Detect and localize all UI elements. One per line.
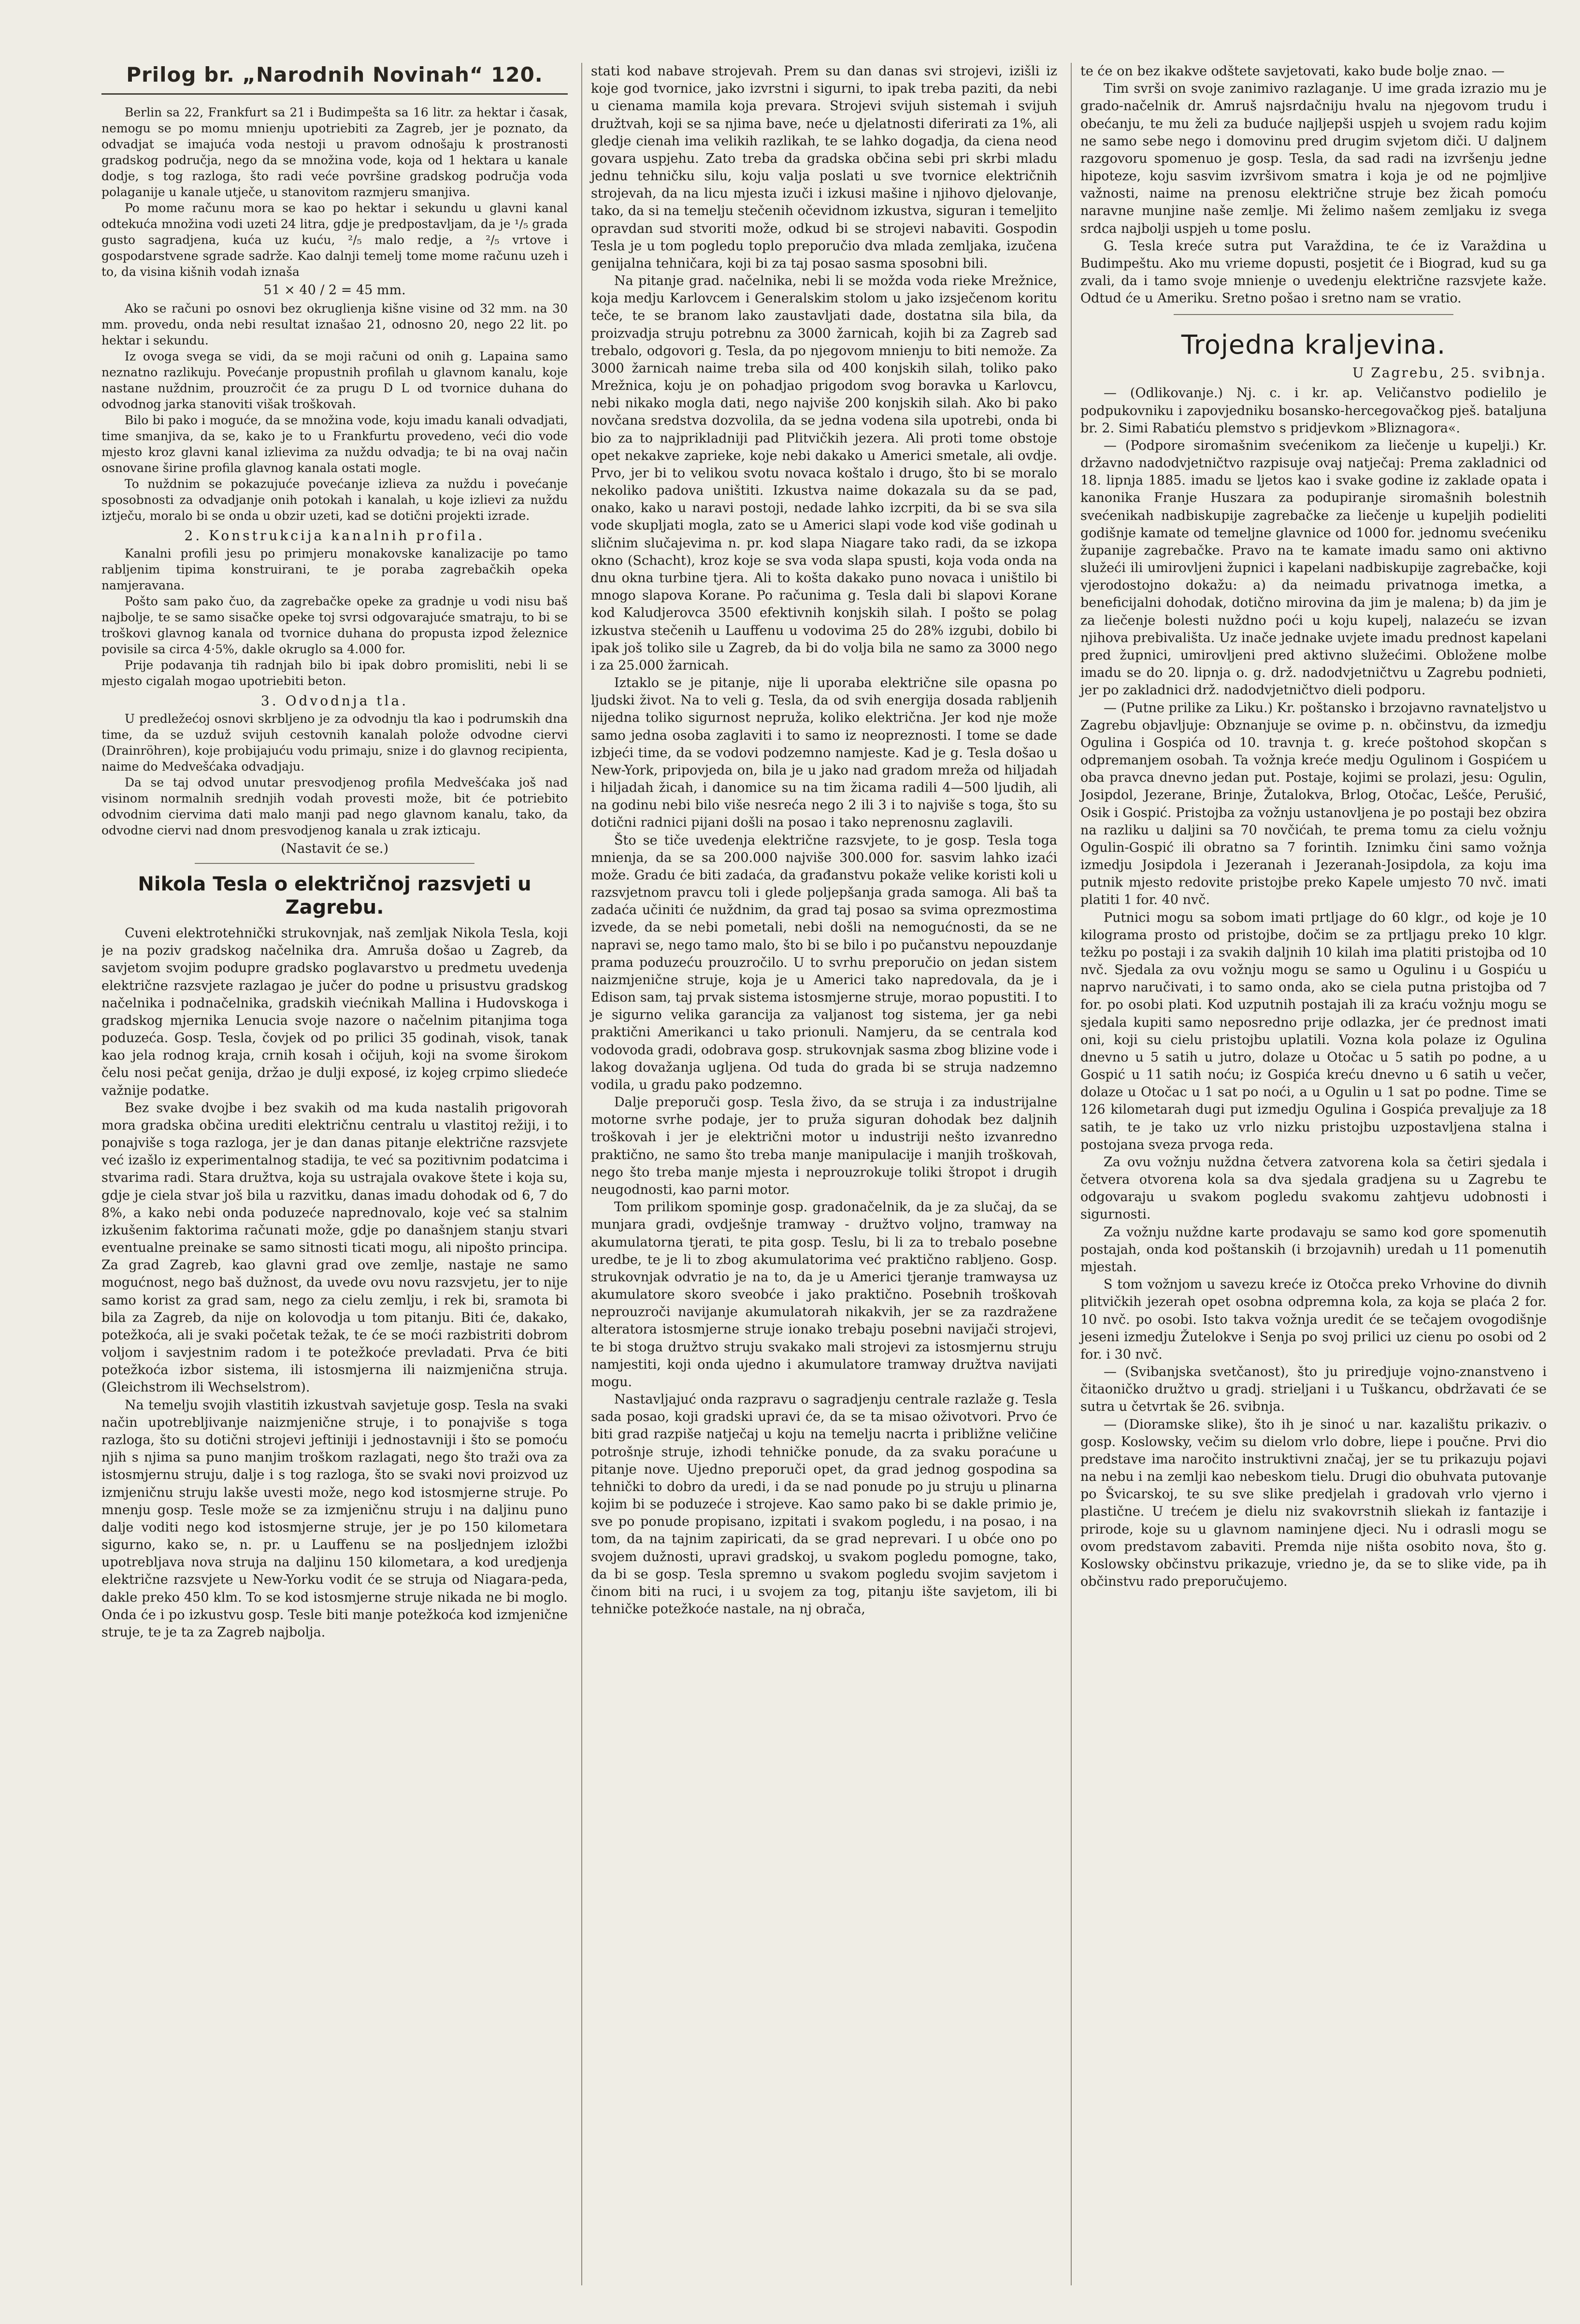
supplement-header: Prilog br. „Narodnih Novinah“ 120.: [101, 63, 568, 95]
column-1: [101, 63, 568, 2285]
paragraph: Iztaklo se je pitanje, nije li uporaba električne sile opasna po ljudski život. Na to veli g. Tesla, da od svih energija dosada rabljenih nijedna toliko sigurnost nepruža, koliko električna. Jer kod nje može samo jedna osoba zaglaviti i to samo iz neopreznosti. I tome se dade izbjeći time, da se vodovi podzemno namjeste. Kad je g. Tesla došao u New-York, pripovjeda on, bila je u jako nad gradom mreža od hiljadah i hiljadah žicah, i danomice su na tim žicama radili 4—500 ljudih, ali na godinu nebi bilo više nesreća nego 2 ili 3 i to najviše s toga, što su dotični radnici pijani došli na posao i tako neprenosnu zaglavili.: [591, 675, 1057, 831]
paragraph: U predležećoj osnovi skrbljeno je za odvodnju tla kao i podrumskih dna time, da se uzduž svijuh cestovnih kanalah polože odvodne ciervi (Drainröhren), koje probijajuću vodu primaju, snize i do glavnog recipienta, naime do Medvešćaka odvadjaju.: [101, 712, 568, 774]
paragraph: S tom vožnjom u savezu kreće iz Otočca preko Vrhovine do divnih plitvičkih jezerah opet osobna odpremna kola, za koja se plaća 2 for. 10 nvč. po osobi. Isto takva vožnja uredit će se tečajem ovogodišnje jeseni izmedju Žutelokve i Senja po svoj prilici uz cienu po osobi od 2 for. i 30 nvč.: [1080, 1277, 1547, 1362]
paragraph: Pošto sam pako čuo, da zagrebačke opeke za gradnje u vodi nisu baš najbolje, te se samo sisačke opeke toj svrsi odgovarajuće smatraju, to bi se troškovi glavnog kanala od tvornice duhana do propusta izpod železnice povisile sa circa 4·5%, dakle okruglo sa 4.000 for.: [101, 594, 568, 656]
paragraph: G. Tesla kreće sutra put Varaždina, te će iz Varaždina u Budimpeštu. Ako mu vrieme dopusti, posjetit će i Biograd, kud su ga zvali, da i tamo svoje mnienje o uvedenju električne razsvjete kaže. Odtud će u Ameriku. Sretno pošao i sretno nam se vratio.: [1080, 238, 1547, 306]
paragraph: Za ovu vožnju nuždna četvera zatvorena kola sa četiri sjedala i četvera otvorena kola sa dva sjedala gradjena su u Zagrebu te odgovaraju u svakom pogledu svakomu zahtjevu udobnosti i sigurnosti.: [1080, 1154, 1547, 1222]
section-heading: 2. Konstrukcija kanalnih profila.: [184, 528, 485, 544]
paragraph: Cuveni elektrotehnički strukovnjak, naš zemljak Nikola Tesla, koji je na poziv gradskog načelnika dra. Amruša došao u Zagreb, da savjetom svojim podupre gradsko poglavarstvo u predmetu uvedenja električne razsvjete razlagao je jučer do podne u prisustvu gradskog načelnika i podnačelnika, gradskih viećnikah Mallina i Hudovskoga i gradskog mjernika Lenucia svoje nazore o načelnim pitanjima toga poduzeća. Gosp. Tesla, čovjek od po prilici 35 godinah, visok, tanak kao jela rodnog kraja, crnih kosah i očijuh, koji na svome širokom čelu nosi pečat genija, držao je dulji exposé, iz kojeg crpimo sliedeće važnije podatke.: [101, 926, 568, 1098]
section-title: Trojedna kraljevina.: [1181, 330, 1446, 360]
continued-note: (Nastavit će se.): [280, 841, 388, 856]
section-heading: 3. Odvodnja tla.: [260, 693, 409, 709]
news-item: — (Svibanjska svetčanost), što ju priredjuje vojno-znanstveno i čitaoničko družtvo u gradj. strieljani i u Tuškancu, obdržavati će se sutra u četvrtak še 26. svibnja.: [1080, 1364, 1547, 1415]
paragraph: Za vožnju nuždne karte prodavaju se samo kod gore spomenutih postajah, onda kod poštanskih (i brzojavnih) uredah u 11 pomenutih mjestah.: [1080, 1224, 1547, 1275]
column-3: [1071, 63, 1547, 2285]
paragraph: Da se taj odvod unutar presvodjenog profila Medvešćaka još nad visinom normalnih srednjih vodah provesti može, bit će potriebito odvodnim ciervima dati malo manji pad nego glavnom kanalu, tako, da odvodne ciervi nad dnom presvodjenog kanala u zrak izticaju.: [101, 775, 568, 837]
paragraph: Berlin sa 22, Frankfurt sa 21 i Budimpešta sa 16 litr. za hektar i časak, nemogu se po momu mnienju upotriebiti za Zagreb, jer je poznato, da odvadjat se imajuća voda nestoji u pravom odnošaju k prostranosti gradskog područja, nego da se množina vode, koja od 1 hektara u kanale dodje, s tog razloga, što radi veće površine gradskog područja voda polaganije u kanale utječe, u stanovitom razmjeru smanjiva.: [101, 105, 568, 199]
paragraph: Tim svrši on svoje zanimivo razlaganje. U ime grada izrazio mu je grado-načelnik dr. Amruš najsrdačniju hvalu na njegovom trudu i obećanju, te mu želi za buduće najljepši uspjeh u svojem radu kojim ne samo sebe nego i domovinu pred drugim svjetom diči. U daljnem razgovoru spomenuo je gosp. Tesla, da sad radi na izvršenju jedne hipoteze, koju sasvim izvršivom smatra i koja je od ne pojmljive važnosti, naime na prenosu električne struje bez žicah pomoću naravne munjine naše zemlje. Mi želimo našem zemljaku iz svega srdca najbolji uspjeh u tome poslu.: [1080, 81, 1547, 236]
column-2: [581, 63, 1057, 2285]
rainfall-formula: 51 × 40 / 2 = 45 mm.: [263, 283, 406, 298]
paragraph: Prije podavanja tih radnjah bilo bi ipak dobro promisliti, nebi li se mjesto cigalah mogao upotriebiti beton.: [101, 658, 568, 688]
paragraph: Po mome računu mora se kao po hektar i sekundu u glavni kanal odtekuća množina vodi uzeti 24 litra, gdje je predpostavljam, da je ¹/₅ grada gusto sagradjena, kuća uz kuću, ²/₅ malo redje, a ²/₅ vrtove i gospodarstvene sgrade sadrže. Kao dalnji temelj tome mome računu uzeh i to, da visina kišnih vodah iznaša: [101, 201, 568, 279]
paragraph: Što se tiče uvedenja električne razsvjete, to je gosp. Tesla toga mnienja, da se sa 200.000 najviše 300.000 for. sasvim lahko izaći može. Gradu će biti zadaća, da građanstvu pokaže velike koristi koli u razsvjetnom pravcu toli i glede poljepšanja grada samoga. Ali baš ta zadaća učiniti će nuždnim, da grad taj posao sa svima oprezmostima izvede, da se nebi pometali, nebi došli na nemogućnosti, da se ne napravi se, nego tamo malo, što bi se bilo i po pučanstvu nepouzdanje prama poduzeću prouzročilo. U to svrhu preporučio on jedan sistem naizmjenične struje, koja je u Americi tako napredovala, da je i Edison sam, taj prvak sistema istosmjerne struje, morao popustiti. I to je sigurno velika garancija za valjanost tog sistema, jer ga nebi praktični Amerikanci u tako prionuli. Namjeru, da se centrala kod vodovoda gradi, odobrava gosp. strukovnjak sasma zbog blizine vode i lakog dovažanja ugljena. Od tuda do grada bi se struja nadzemno vodila, u gradu pako podzemno.: [591, 832, 1057, 1092]
paragraph: Dalje preporuči gosp. Tesla živo, da se struja i za industrijalne motorne svrhe podaje, jer to pruža siguran dohodak bez daljnih troškovah i jer je električni motor u industriji nešto izvanredno praktično, ne samo što treba manje manipulacije i manjih troškovah, nego što treba manje mjesta i neprouzrokuje toliki štropot i drugih neugodnosti, kao parni motor.: [591, 1095, 1057, 1197]
news-item: — (Dioramske slike), što ih je sinoć u nar. kazalištu prikaziv. o gosp. Koslowsky, večim su dielom vrlo dobre, liepe i poučne. Prvi dio predstave ima naročito instruktivni značaj, jer se tu prikazuju pojavi na nebu i na zemlji kao nebeskom tielu. Drugi dio obuhvata putovanje po Švicarskoj, te su sve slike predjelah i gradovah vrlo vjerno i plastične. U trećem je dielu niz svakovrstnih sliekah iz fantazije i prirode, koje su u glavnom naminjene djeci. Nu i odrasli mogu se ovom predstavom zabaviti. Premda nije ništa osobito nova, što g. Koslowsky občinstvu prikazuje, vriedno je, da se to slike vide, pa ih občinstvu rado preporučujemo.: [1080, 1417, 1547, 1590]
paragraph: Bilo bi pako i moguće, da se množina vode, koju imadu kanali odvadjati, time smanjiva, da se, kako je to u Frankfurtu provedeno, veći dio vode mjesto kroz glavni kanal izlievima za nuždu odvadja; te bi na ovaj način osnovane širine profila glavnog kanala ostati mogle.: [101, 413, 568, 475]
paragraph: To nuždnim se pokazujuće povećanje izlieva za nuždu i povećanje sposobnosti za odvadjanje onih potokah i kanalah, u koje izlievi za nuždu iztječu, moralo bi se onda u obzir uzeti, kad se dotični projekti izrade.: [101, 477, 568, 523]
news-item: — (Putne prilike za Liku.) Kr. poštansko i brzojavno ravnateljstvo u Zagrebu objavljuje: Obznanjuje se ovime p. n. občinstvu, da izmedju Ogulina i Gospića od 10. travnja t. g. kreće poštohod skopčan s odpremanjem osobah. Ta vožnja kreće medju Ogulinom i Gospićem u oba pravca dnevno jedan put. Postaje, kojimi se prolazi, jesu: Ogulin, Josipdol, Jezerane, Brinje, Žutalokva, Brlog, Otočac, Lešće, Perušić, Osik i Gospić. Pristojba za vožnju ustanovljena je po postaji bez obzira na razliku u daljini sa 70 novčićah, te prema tomu za cielu vožnju Ogulin-Gospić ili obratno sa 7 forintih. Iznimku čini samo vožnja izmedju Josipdola i Jezeranah i Jezeranah-Josipdola, za koju ima putnik mjesto redovite pristojbe preko Kapele umjesto 70 nvč. imati platiti 1 for. 40 nvč.: [1080, 700, 1547, 908]
paragraph: Putnici mogu sa sobom imati prtljage do 60 klgr., od koje je 10 kilograma prosto od pristojbe, dočim se za prtljagu preko 10 klgr. težku po postaji i za svakih daljnih 10 kilah ima platiti pristojba od 10 nvč. Sjedala za ovu vožnju mogu se samo u Ogulinu i u Gospiću u naprvo naručivati, i to samo onda, ako se ciela putna pristojba od 7 for. po osobi plati. Kod uzputnih postajah ili za kraću vožnju mogu se sjedala kupiti samo neposredno prije odlazka, jer će prednost imati oni, koji su cielu pristojbu uplatili. Vozna kola polaze iz Ogulina dnevno u 5 satih u jutro, dolaze u Otočac u 5 satih po podne, a u Gospić u 11 satih noću; iz Gospića kreću dnevno u 6 satih u večer, dolaze u Otočac u 1 sat po noći, a u Ogulin u 1 sat po podne. Time se 126 kilometarah dugi put izmedju Ogulina i Gospića prevaljuje za 18 satih, te je tako uz vrlo nizku pristojbu uzpostavljena stalna i postojana sveza prvoga reda.: [1080, 910, 1547, 1152]
dateline: U Zagrebu, 25. svibnja.: [1352, 365, 1547, 381]
news-item: — (Odlikovanje.) Nj. c. i kr. ap. Veličanstvo podielilo je podpukovniku i zapovjedniku bosansko-hercegovačkog pješ. bataljuna br. 2. Simi Rabatiću plemstvo s pridjevkom »Bliznagora«.: [1080, 386, 1547, 436]
article-title: Nikola Tesla o električnoj razsvjeti u Zagrebu.: [138, 873, 531, 918]
divider: [195, 863, 474, 864]
paragraph: Ako se računi po osnovi bez okruglienja kišne visine od 32 mm. na 30 mm. provedu, onda nebi resultat iznašao 21, odnosno 20, nego 22 lit. po hektar i sekundu.: [101, 301, 568, 347]
divider: [1174, 314, 1453, 315]
columns: [101, 63, 1547, 2285]
paragraph: Na temelju svojih vlastitih izkustvah savjetuje gosp. Tesla na svaki način upotrebljivanje naizmjenične struje, i to ponajviše s toga razloga, što su dotični strojevi jeftiniji i jednostavniji i što se pomoću njih s njima sa puno manjim troškom razlagati, nego što traži ova za istosmjernu struju, dalje i s tog razloga, što se svaki novi proizvod uz izmjeničnu struju lakše uvesti može, nego kod istosmjerne struje. Po mnenju gosp. Tesle može se za izmjeničnu struju i na daljinu puno dalje voditi nego kod istosmjerne struje, jer je po 150 kilometara sigurno, kako se, n. pr. u Lauffenu se na posljednjem izložbi upotrebljava nova struja na daljinu 150 kilometara, a kod uredjenja električne razsvjete u New-Yorku vodit će se struja od Niagara-peda, dakle preko 450 klm. To se kod istosmjerne struje nikada ne bi moglo. Onda će i po izkustvu gosp. Tesle biti manje potežkoća kod izmjenične struje, te je ta za Zagreb najbolja.: [101, 1397, 568, 1640]
paragraph: Tom prilikom spominje gosp. gradonačelnik, da je za slučaj, da se munjara gradi, ovdješnje tramway - družtvo voljno, tramway na akumulatorna tjerati, te pita gosp. Teslu, bi li za to trebalo posebne uredbe, te je li to zbog akumulatorima već praktično rabljeno. Gosp. strukovnjak odvratio je na to, da je u Americi tjeranje tramwaysa uz akumulatore skoro sveobće i jako praktično. Posebnih troškovah neprouzroči navijanje akumulatorah nikakvih, jer se za razdražene alteratora istosmjerne struje ionako trebaju posebni navijači strojevi, te bi stoga družtvo struju svakako mali strojevi za istosmjernu struju namjestiti, koji onda ujedno i akumulatore tramway družtva navijati mogu.: [591, 1200, 1057, 1390]
paragraph: Na pitanje grad. načelnika, nebi li se možda voda rieke Mrežnice, koja medju Karlovcem i Generalskim stolom u jako izsječenom koritu teče, te se branom lako zaustavljati dade, dostatna sila bila, da proizvadja struju potrebnu za 3000 žarnicah, kojih bi za Zagreb sad trebalo, odgovori g. Tesla, da po njegovom mnienju to biti nemože. Za 3000 žarnicah naime treba sila od 400 konjskih silah, toliko pako Mrežnica, koju je on pohadjao prigodom svog boravka u Karlovcu, nebi nikako mogla dati, nego najviše 200 konjskih silah. Ako bi pako novčana sredstva dozvolila, da se jedna vodena sila upotrebi, onda bi bio za to najprikladniji pad Plitvičkih jezera. Ali proti tome obstoje opet nekakve zapriеke, koje nebi dakako u Americi smetale, ali ovdje. Prvo, jer bi to velikou svotu novaca koštalo i drugo, što bi se moralo nekoliko padova uništiti. Izkustva naime dokazala su da se pad, onako, kako u naravi postoji, nedade lahko izcrpiti, da bi se sva sila vode skupljati mogla, zato se u Americi slapi vode kod više godinah u sličnim slučajevima n. pr. kod slapa Niagare tako radi, da se izkopa okno (Schacht), kroz koje se sva voda slapa spusti, koja voda onda na dnu okna turbine tjera. Ali to košta dakako puno novaca i uništilo bi mnogo slapova Korane. Po računima g. Tesla dali bi slapovi Korane kod Kaludjerovca 3500 efektivnih konjskih silah. I pošto se polag izkustva stečenih u Lauffenu u vodovima 25 do 28% izgubi, dobilo bi ipak još toliko sile u Zagreb, da bi do volja bila ne samo za 3000 nego i za 25.000 žarnicah.: [591, 273, 1057, 673]
paragraph: stati kod nabave strojevah. Prem su dan danas svi strojevi, izišli iz koje god tvornice, jako izvrstni i sigurni, to ipak treba paziti, da nebi u cienama mamila koja prevara. Strojevi svijuh sistemah i svijuh družtvah, koji se sa njima bave, neće u djelatnosti diferirati za 1%, ali gledje cienah ima velikih razlikah, te se lahko dogadja, da ciena neod govara uspjehu. Zato treba da gradska občina sebi pri skrbi mladu jednu tehničku silu, koju valja poslati u sve tvornice električnih strojevah, da na licu mjesta izuči i izkusi mašine i njihovo djelovanje, tako, da si na temelju stečenih očevidnom izkustva, siguran i temeljito opravdan sud stvoriti može, odkud bi se strojevi nabaviti. Gospodin Tesla je u tom pogledu toplo preporučio dva mlada zemljaka, izučena genijalna tehničara, koji bi za taj posao sasma sposobni bili.: [591, 64, 1057, 271]
paragraph: Kanalni profili jesu po primjeru monakovske kanalizacije po tamo rabljenim tipima konstruirani, te je poraba zagrebačkih opeka namjeravana.: [101, 546, 568, 592]
paragraph: Iz ovoga svega se vidi, da se moji računi od onih g. Lapaina samo neznatno razlikuju. Povećanje propustnih profilah u glavnom kanalu, koje nastane nuždnim, prouzročit će za prugu D L od tvornice duhana do odvodnog jarka stanoviti višak troškovah.: [101, 349, 568, 411]
paragraph: te će on bez ikakve odštete savjetovati, kako bude bolje znao. —: [1080, 64, 1505, 79]
paragraph: Nastavljajuć onda razpravu o sagradjenju centrale razlaže g. Tesla sada posao, koji gradski upravi će, da se ta misao oživotvori. Prvo će biti grad razpiše natječaj u koju na temelju nacrta i približne veličine potrošnje struje, izhodi tehničke ponude, da za svaku poraćune u pitanje nove. Ujedno preporuči opet, da grad jednog gospodina sa tehnički to dobro da uredi, i da se nad ponude po ju struju u plinarna kojim bi se poduzeće i strojeve. Kao samo pako bi se dakle primio je, sve po ponude propisano, izpitati i svakom pogledu, i na posao, i na tom, da na tajnim zapiricati, da se grad neprevari. I u obće ono po svojem dužnosti, upravi gradskoj, u svakom pogledu pomogne, tako, da bi se gosp. Tesla spremno u svakom pogledu svojim savjetom i činom biti na ruci, i u svojem za tog, pitanju ište savjetom, ili bi tehničke potežkoće nastale, na nj obrača,: [591, 1392, 1057, 1617]
news-item: — (Podpore siromašnim svećenikom za liečenje u kupelji.) Kr. državno nadodvjetničtvo razpisuje ovaj natječaj: Prema zakladnici od 18. lipnja 1885. imadu se ljetos kao i svake godine iz zaklade opata i kanonika Franje Huszara za podupiranje siromašnih bolestnih svećenikah nadbiskupije zagrebačke za liečenje u kupeljih podieliti godišnje kamate od temeljne glavnice od 1000 for. jednomu svećeniku županije zagrebačke. Pravo na te kamate imadu samo oni aktivno služeći ili umirovljeni župnici i kapelani nadbiskupije zagrebačke, koji vjerodostojno dokažu: a) da neimadu privatnoga imetka, a beneficijalni dohodak, dotično mirovina da jim je malena; b) da jim je za liečenje bolesti nuždno poći u koju kupelj, nalazeću se izvan njihova prebivališta. Uz inače jednake uvjete imadu prednost kapelani pred župnici, umirovljeni pred aktivno služećimi. Obložene molbe imadu se do 20. lipnja o. g. drž. nadodvjetničtvu u Zagrebu podnieti, jer po zakladnici drž. nadodvjetničtvo dieli podporu.: [1080, 438, 1547, 698]
paragraph: Bez svake dvojbe i bez svakih od ma kuda nastalih prigovorah mora gradska občina urediti električnu centralu u vlastitoj režiji, i to ponajviše s toga razloga, jer je dan danas pitanje električne razsvjete već izašlo iz experimentalnog stadija, te već sa pozitivnim podatcima i stvarima radi. Stara družtva, koja su ustrajala ovakove štete i koja su, gdje je ciela stvar još bila u razvitku, danas imadu dohodak od 6, 7 do 8%, a kako nebi onda poduzeće naprednovalo, koje već sa stalnim izkušenim faktorima računati može, gdje po današnjem stanju stvari eventualne preinake se samo sitnosti ticati mogu, ali nipošto principa. Za grad Zagreb, kao glavni grad ove zemlje, nastaje ne samo mogućnost, nego baš dužnost, da uvede ovu novu razsvjetu, jer to nije samo korist za grad sam, nego za cielu zemlju, i rek bi, sramota bi bila za Zagreb, da nije on kolovodja u tom pitanju. Biti će, dakako, potežkoća, ali je svaki početak težak, te će se moći razbistriti dobrom voljom i savjestnim radom i te potežkoće prevladati. Prva će biti potežkoća izbor sistema, ili istosmjerna ili naizmjenična struja. (Gleichstrom ili Wechselstrom).: [101, 1100, 568, 1395]
